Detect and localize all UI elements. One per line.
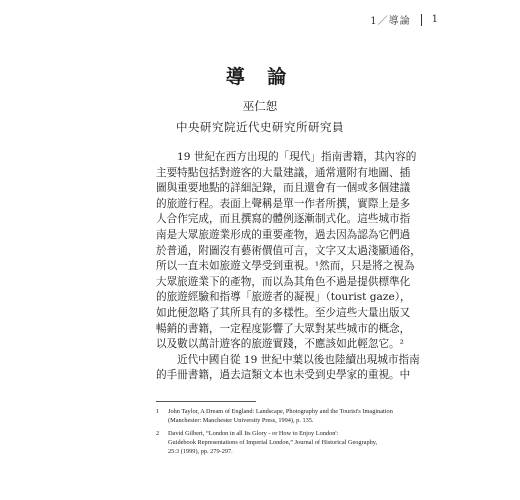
page-number: 1 — [431, 14, 438, 25]
footnote-number: 1 — [156, 408, 160, 415]
chapter-title: 導 論 — [225, 66, 295, 88]
footnote-line: David Gilbert, “London in all Its Glory - or How to Enjoy London': — [168, 430, 339, 437]
body-line: 以及數以萬計遊客的旅遊實踐，不應該如此輕忽它。² — [156, 338, 404, 351]
footnote-divider — [156, 401, 256, 402]
author-affiliation: 中央研究院近代史研究所研究員 — [176, 120, 344, 134]
body-line: 所以一直未如旅遊文學受到重視。¹然而，只是將之視為 — [156, 260, 415, 273]
footnote-line: John Taylor, A Dream of England: Landscape, Photography and the Tourist's Imagination — [168, 408, 393, 415]
footnotes — [156, 407, 393, 460]
body-line: 近代中國自從 19 世紀中葉以後也陸續出現城市指南 — [177, 353, 420, 366]
footnote — [156, 407, 393, 425]
body-line: 人合作完成，而且撰寫的體例逐漸制式化。這些城市指 — [156, 213, 411, 226]
author-name: 巫仁恕 — [242, 99, 278, 113]
body-text — [156, 150, 421, 384]
footnote-number: 2 — [156, 430, 160, 437]
body-line: 暢銷的書籍，一定程度影響了大眾對某些城市的概念， — [156, 322, 411, 335]
footnote-line: (Manchester: Manchester University Press, 1994), p. 135. — [168, 417, 314, 424]
running-title: 1／導論 — [370, 16, 411, 27]
body-line: 於普通，附圖沒有藝術價值可言，文字又太過淺顯通俗， — [156, 244, 421, 257]
running-header — [370, 12, 438, 27]
body-line: 圖與重要地點的詳細記錄，而且還會有一個或多個建議 — [156, 182, 411, 195]
footnote — [156, 429, 384, 456]
body-line: 19 世紀在西方出現的「現代」指南書籍，其內容的 — [177, 151, 417, 163]
footnote-line: Guidebook Representations of Imperial London,” Journal of Historical Geography, — [168, 439, 378, 446]
body-line: 大眾旅遊業下的產物，而以為其角色不過是提供標準化 — [156, 275, 411, 288]
footnote-line: 25:3 (1999), pp. 279-297. — [168, 448, 233, 455]
body-line: 主要特點包括對遊客的大量建議，通常還附有地圖、插 — [156, 166, 411, 179]
body-line: 如此便忽略了其所具有的多樣性。至少這些大量出版又 — [156, 306, 411, 319]
body-line: 的旅遊經驗和指導「旅遊者的凝視」（tourist gaze）， — [156, 291, 411, 304]
body-line: 南是大眾旅遊業形成的重要產物，過去因為認為它們過 — [156, 228, 411, 241]
header-divider — [421, 14, 422, 26]
body-line: 的手冊書籍，過去這類文本也未受到史學家的重視。中 — [156, 369, 411, 382]
body-line: 的旅遊行程。表面上聲稱是單一作者所撰，實際上是多 — [156, 197, 411, 210]
